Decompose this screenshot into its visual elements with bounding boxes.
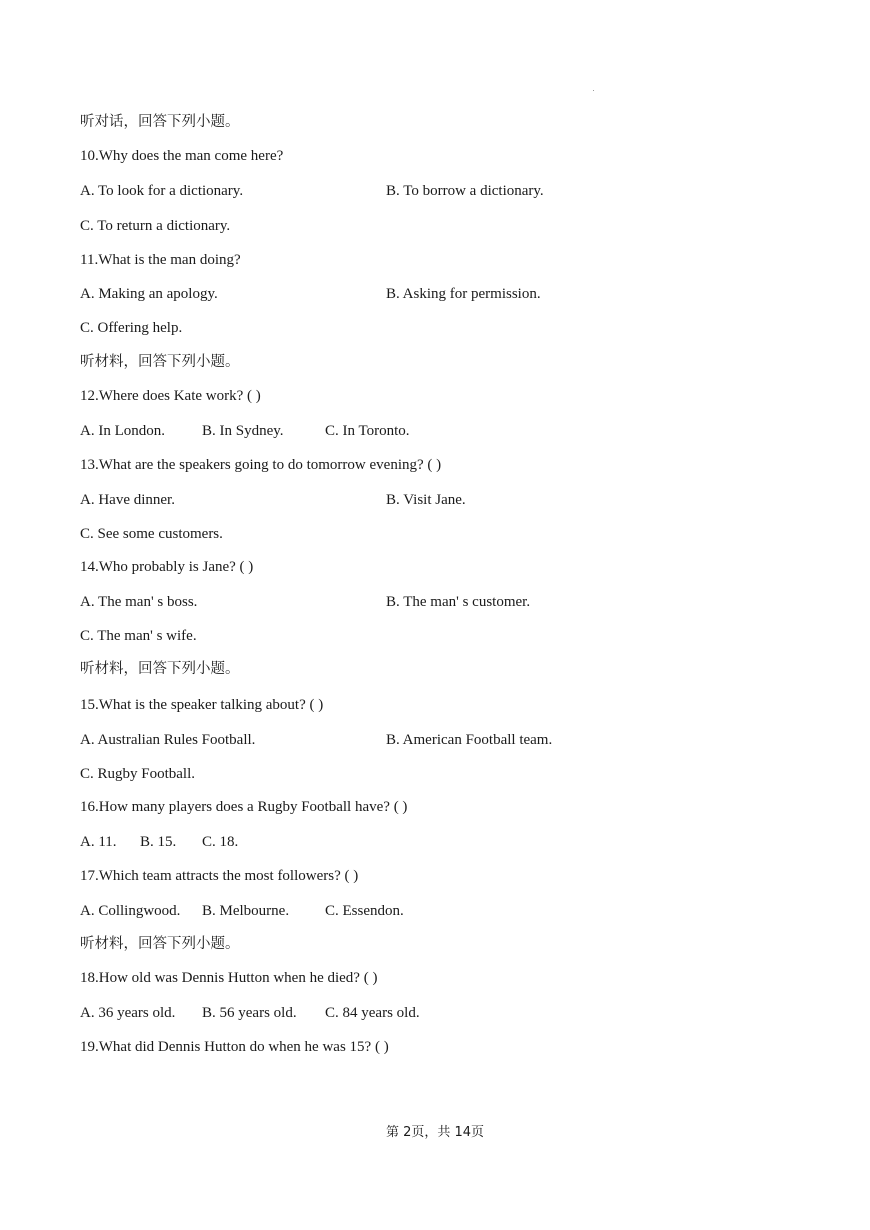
section-heading: 听材料，回答下列小题。	[80, 661, 240, 677]
option-11-b: B. Asking for permission.	[386, 286, 541, 302]
option-12-b: B. In Sydney.	[202, 423, 284, 439]
option-13-c: C. See some customers.	[80, 526, 223, 542]
question-15: 15.What is the speaker talking about? ( )	[80, 697, 324, 713]
question-14: 14.Who probably is Jane? ( )	[80, 559, 254, 575]
page-footer: 第 2页，共 14页	[385, 1125, 485, 1140]
option-11-c: C. Offering help.	[80, 320, 183, 336]
question-12: 12.Where does Kate work? ( )	[80, 388, 261, 404]
question-18: 18.How old was Dennis Hutton when he died? ( )	[80, 970, 378, 986]
question-13: 13.What are the speakers going to do tomorrow evening? ( )	[80, 457, 442, 473]
option-14-c: C. The man' s wife.	[80, 628, 197, 644]
question-17: 17.Which team attracts the most followers? ( )	[80, 868, 359, 884]
option-17-c: C. Essendon.	[325, 903, 404, 919]
scan-speck	[593, 90, 594, 91]
option-10-c: C. To return a dictionary.	[80, 218, 231, 234]
option-16-b: B. 15.	[140, 834, 177, 850]
option-16-c: C. 18.	[202, 834, 239, 850]
option-10-a: A. To look for a dictionary.	[80, 183, 244, 199]
question-10: 10.Why does the man come here?	[80, 148, 284, 164]
option-13-b: B. Visit Jane.	[386, 492, 466, 508]
option-17-a: A. Collingwood.	[80, 903, 181, 919]
option-14-a: A. The man' s boss.	[80, 594, 198, 610]
option-18-b: B. 56 years old.	[202, 1005, 297, 1021]
option-15-a: A. Australian Rules Football.	[80, 732, 256, 748]
option-15-b: B. American Football team.	[386, 732, 553, 748]
option-13-a: A. Have dinner.	[80, 492, 175, 508]
option-14-b: B. The man' s customer.	[386, 594, 531, 610]
option-12-a: A. In London.	[80, 423, 165, 439]
option-16-a: A. 11.	[80, 834, 117, 850]
section-heading: 听材料，回答下列小题。	[80, 354, 240, 370]
option-15-c: C. Rugby Football.	[80, 766, 196, 782]
question-11: 11.What is the man doing?	[80, 252, 241, 268]
section-heading: 听材料，回答下列小题。	[80, 936, 240, 952]
option-18-a: A. 36 years old.	[80, 1005, 176, 1021]
option-11-a: A. Making an apology.	[80, 286, 218, 302]
option-10-b: B. To borrow a dictionary.	[386, 183, 544, 199]
option-18-c: C. 84 years old.	[325, 1005, 420, 1021]
question-16: 16.How many players does a Rugby Football have? ( )	[80, 799, 408, 815]
question-19: 19.What did Dennis Hutton do when he was 15? ( )	[80, 1039, 389, 1055]
option-17-b: B. Melbourne.	[202, 903, 290, 919]
option-12-c: C. In Toronto.	[325, 423, 410, 439]
section-heading: 听对话，回答下列小题。	[80, 114, 240, 130]
